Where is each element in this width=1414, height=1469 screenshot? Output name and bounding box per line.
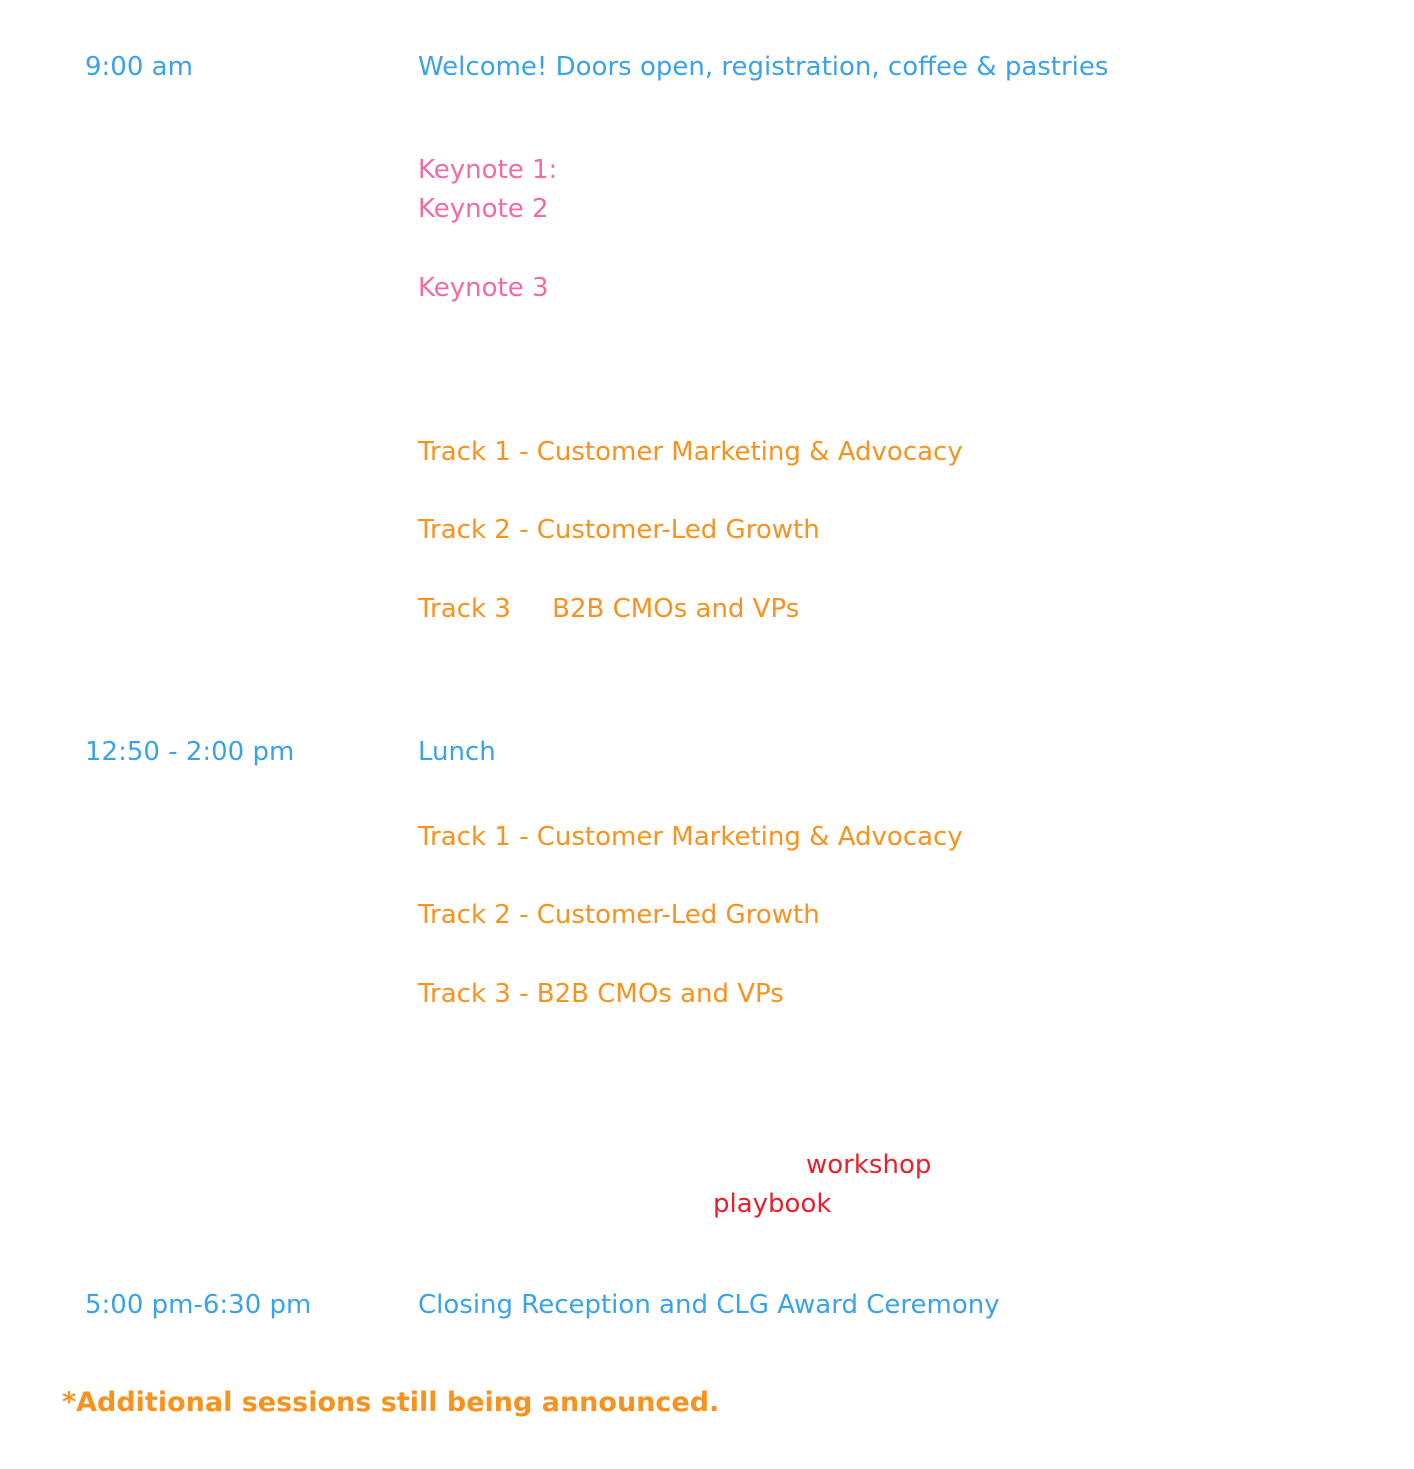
keynote-2: Keynote 2 bbox=[418, 194, 549, 224]
keynote-3: Keynote 3 bbox=[418, 273, 549, 303]
workshop-word: workshop bbox=[806, 1150, 932, 1180]
welcome-time: 9:00 am bbox=[85, 52, 193, 82]
footer-note: *Additional sessions still being announced. bbox=[62, 1387, 720, 1418]
lunch-time: 12:50 - 2:00 pm bbox=[85, 737, 295, 767]
afternoon-track-2: Track 2 - Customer-Led Growth bbox=[418, 900, 820, 930]
morning-track-3: Track 3 B2B CMOs and VPs bbox=[418, 594, 800, 624]
welcome-label: Welcome! Doors open, registration, coffee & pastries bbox=[418, 52, 1109, 82]
afternoon-track-1: Track 1 - Customer Marketing & Advocacy bbox=[418, 822, 963, 852]
lunch-label: Lunch bbox=[418, 737, 496, 767]
playbook-word: playbook bbox=[713, 1189, 832, 1219]
keynote-1: Keynote 1: bbox=[418, 155, 558, 185]
closing-time: 5:00 pm-6:30 pm bbox=[85, 1290, 312, 1320]
closing-label: Closing Reception and CLG Award Ceremony bbox=[418, 1290, 1000, 1320]
morning-track-2: Track 2 - Customer-Led Growth bbox=[418, 515, 820, 545]
morning-track-1: Track 1 - Customer Marketing & Advocacy bbox=[418, 437, 963, 467]
afternoon-track-3: Track 3 - B2B CMOs and VPs bbox=[418, 979, 784, 1009]
